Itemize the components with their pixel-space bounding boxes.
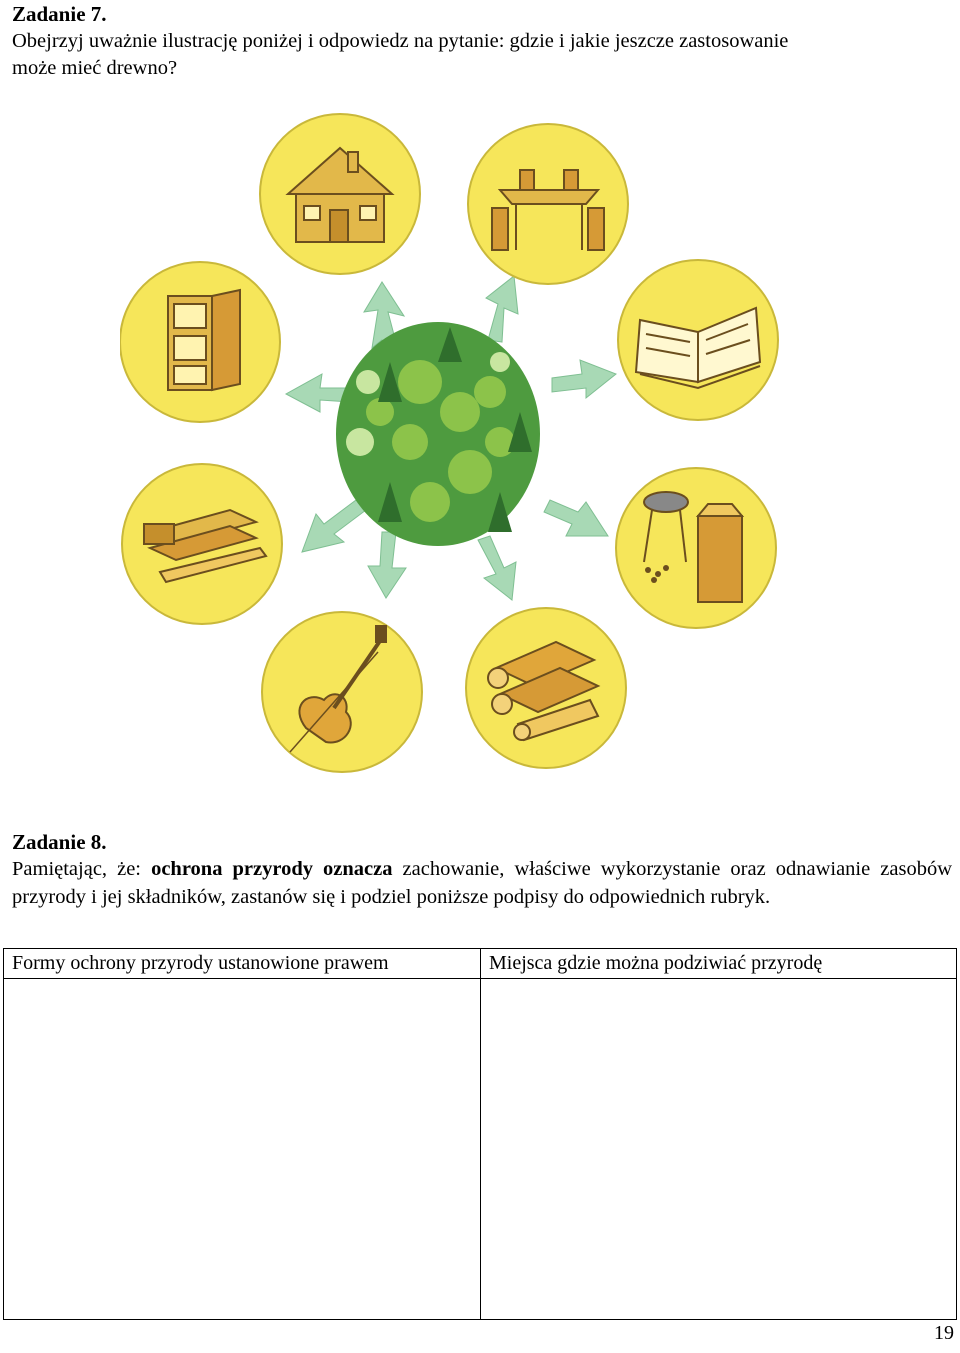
arrow-up-right <box>486 276 518 342</box>
col1-answer-cell[interactable] <box>4 979 481 1320</box>
task7-text <box>12 28 952 82</box>
arrow-down-left2 <box>368 532 406 598</box>
col2-header: Miejsca gdzie można podziwiać przyrodę <box>481 949 957 979</box>
task8-text-post: zachowanie, właściwe wykorzystanie oraz odnawianie zasobów przyrody i jej składników, zastanów się i podziel poniższe podpisy do odpowiednich rubryk. <box>12 858 952 908</box>
door-icon <box>168 290 240 390</box>
arrow-right <box>552 360 616 398</box>
task8-title: Zadanie 8. <box>12 830 107 854</box>
wood-uses-illustration <box>120 112 780 792</box>
arrow-down-left <box>302 500 366 552</box>
grill-circle <box>616 468 776 628</box>
task8-text-bold: ochrona przyrody oznacza <box>151 858 393 880</box>
task7-text-line1: Obejrzyj uważnie ilustrację poniżej i odpowiedz na pytanie: gdzie i jakie jeszcze zastosowanie <box>12 30 789 52</box>
page-number: 19 <box>934 1322 954 1344</box>
arrow-down-right <box>544 500 608 536</box>
task7-title: Zadanie 7. <box>12 2 107 26</box>
forest-icon <box>336 322 540 546</box>
task7-text-line2: może mieć drewno? <box>12 57 178 79</box>
task8-text-pre: Pamiętając, że: <box>12 858 152 880</box>
arrow-down-right2 <box>478 536 516 600</box>
task8-text <box>12 856 952 911</box>
col2-answer-cell[interactable] <box>481 979 957 1320</box>
answer-table <box>3 948 957 1320</box>
col1-header: Formy ochrony przyrody ustanowione prawem <box>4 949 481 979</box>
